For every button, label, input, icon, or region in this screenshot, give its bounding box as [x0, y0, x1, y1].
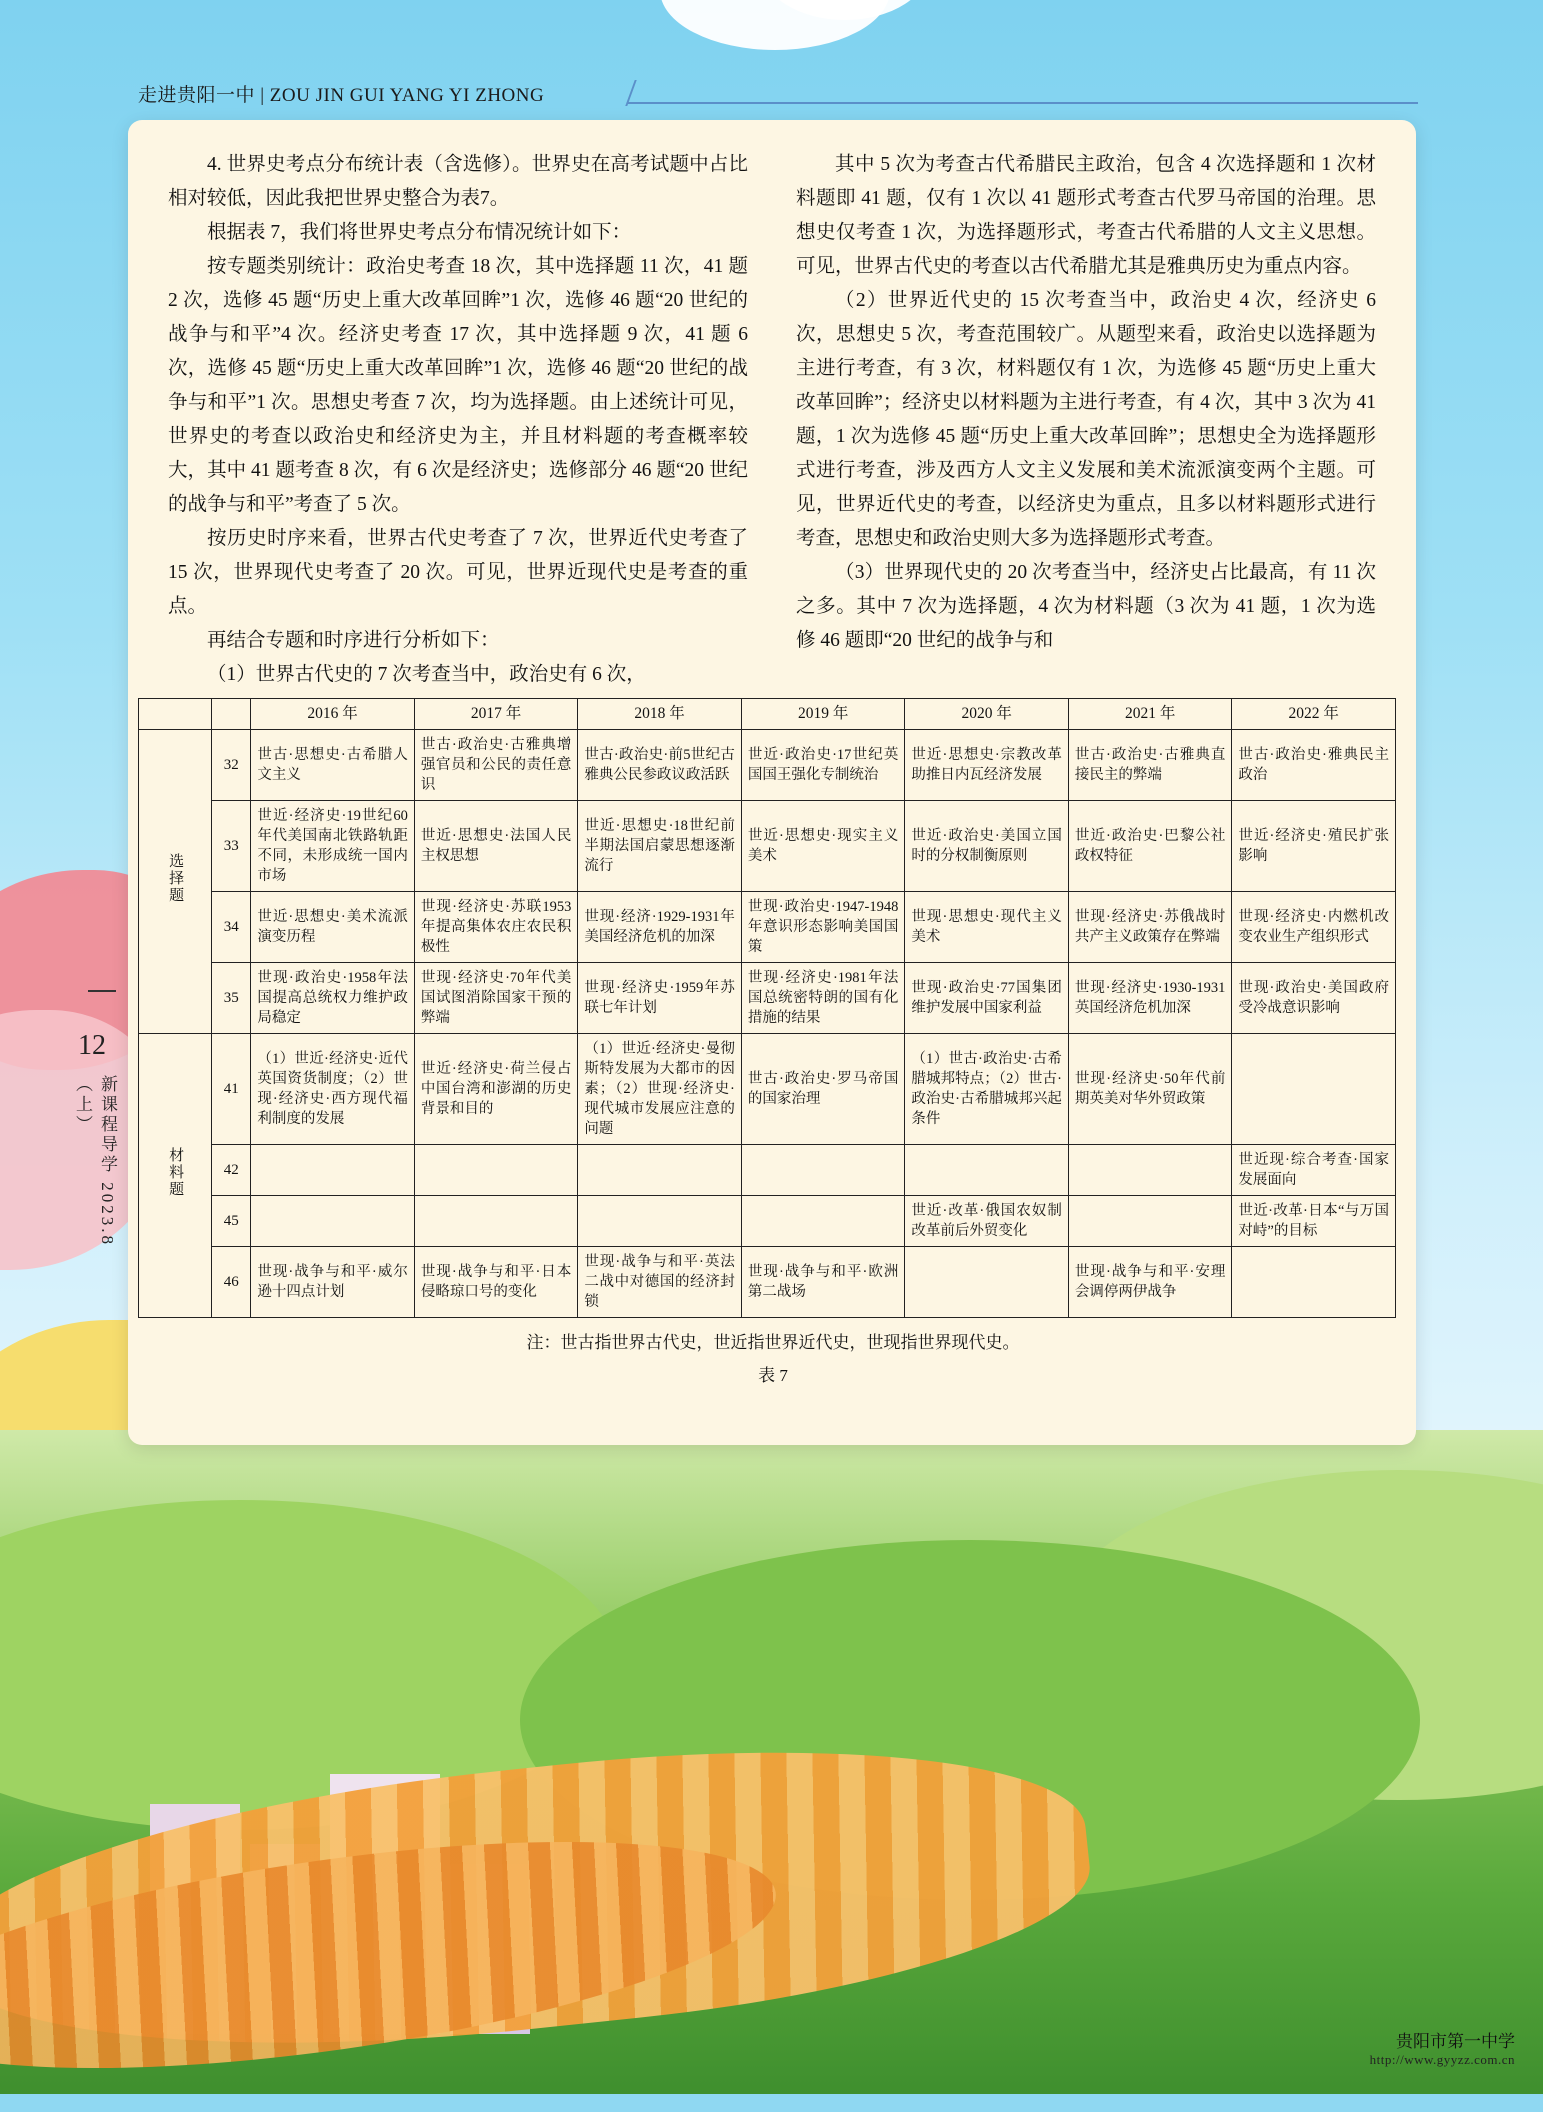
- table-cell: 世古·政治史·古雅典直接民主的弊端: [1068, 730, 1232, 801]
- question-number: 33: [212, 801, 251, 892]
- two-column-text: [168, 148, 1376, 692]
- table-row: [139, 1196, 1396, 1247]
- magazine-name: 新课程导学 2023.8（上）: [73, 1075, 117, 1247]
- table-cell: 世古·思想史·古希腊人文主义: [251, 730, 415, 801]
- paragraph: 按历史时序来看，世界古代史考查了 7 次，世界近代史考查了 15 次，世界现代史考查了 20 次。可见，世界近现代史是考查的重点。: [168, 528, 748, 617]
- table-cell: 世近·经济史·19世纪60年代美国南北铁路轨距不同，未形成统一国内市场: [251, 801, 415, 892]
- table-cell: 世现·经济·1929-1931年美国经济危机的加深: [578, 892, 742, 963]
- table-cell: 世现·战争与和平·日本侵略琼口号的变化: [414, 1247, 578, 1318]
- paragraph: 4. 世界史考点分布统计表（含选修）。世界史在高考试题中占比相对较低，因此我把世界史整合为表7。: [168, 154, 748, 209]
- table-cell: [905, 1145, 1069, 1196]
- table-row: [139, 892, 1396, 963]
- table-cell: [578, 1196, 742, 1247]
- paragraph: 再结合专题和时序进行分析如下：: [207, 630, 500, 651]
- table-cell: 世现·政治史·77国集团维护发展中国家利益: [905, 963, 1069, 1034]
- question-number: 46: [212, 1247, 251, 1318]
- header-rule: [628, 102, 1418, 104]
- table-col-2019: 2019 年: [741, 699, 905, 730]
- right-column: [796, 148, 1376, 658]
- table-cell: [414, 1145, 578, 1196]
- table-cell: 世近·思想史·法国人民主权思想: [414, 801, 578, 892]
- table-cell: 世近·思想史·18世纪前半期法国启蒙思想逐渐流行: [578, 801, 742, 892]
- table-corner-cell: [139, 699, 212, 730]
- row-group-choice-label: 选择题: [167, 853, 184, 904]
- table-cell: 世现·战争与和平·安理会调停两伊战争: [1068, 1247, 1232, 1318]
- table-col-2021: 2021 年: [1068, 699, 1232, 730]
- paragraph: （3）世界现代史的 20 次考查当中，经济史占比最高，有 11 次之多。其中 7 次为选择题，4 次为材料题（3 次为 41 题，1 次为选修 46 题即“20 世纪的战争与和: [796, 562, 1376, 651]
- page-footer: [1370, 2027, 1515, 2068]
- table-cell: 世古·政治史·罗马帝国的国家治理: [741, 1034, 905, 1145]
- table-col-2022: 2022 年: [1232, 699, 1396, 730]
- table-cell: 世近·经济史·荷兰侵占中国台湾和澎湖的历史背景和目的: [414, 1034, 578, 1145]
- table-cell: [578, 1145, 742, 1196]
- table-cell: [251, 1196, 415, 1247]
- page-number: [62, 1030, 122, 1062]
- table-cell: 世现·经济史·70年代美国试图消除国家干预的弊端: [414, 963, 578, 1034]
- question-number: 45: [212, 1196, 251, 1247]
- table-caption: 表 7: [758, 1366, 788, 1385]
- table-cell: 世现·思想史·现代主义美术: [905, 892, 1069, 963]
- header-title: 走进贵阳一中 | ZOU JIN GUI YANG YI ZHONG: [138, 85, 545, 106]
- table-cell: 世近·改革·日本“与万国对峙”的目标: [1232, 1196, 1396, 1247]
- table-cell: [905, 1247, 1069, 1318]
- table-cell: 世近·改革·俄国农奴制改革前后外贸变化: [905, 1196, 1069, 1247]
- table-cell: 世古·政治史·雅典民主政治: [1232, 730, 1396, 801]
- paragraph: （1）世界古代史的 7 次考查当中，政治史有 6 次，: [207, 664, 646, 685]
- table-cell: 世现·经济史·1930-1931英国经济危机加深: [1068, 963, 1232, 1034]
- table-cell: （1）世近·经济史·近代英国资货制度；（2）世现·经济史·西方现代福利制度的发展: [251, 1034, 415, 1145]
- statistics-table-wrapper: [138, 698, 1408, 1386]
- table-cell: 世古·政治史·前5世纪古雅典公民参政议政活跃: [578, 730, 742, 801]
- table-cell: （1）世近·经济史·曼彻斯特发展为大都市的因素；（2）世现·经济史·现代城市发展应注意的问题: [578, 1034, 742, 1145]
- question-number: 32: [212, 730, 251, 801]
- table-cell: 世近·思想史·美术流派演变历程: [251, 892, 415, 963]
- table-cell: [414, 1196, 578, 1247]
- table-col-2018: 2018 年: [578, 699, 742, 730]
- table-row: [139, 801, 1396, 892]
- table-cell: 世近现·综合考查·国家发展面向: [1232, 1145, 1396, 1196]
- table-cell: 世现·经济史·1981年法国总统密特朗的国有化措施的结果: [741, 963, 905, 1034]
- left-column: [168, 148, 748, 692]
- table-cell: 世现·经济史·苏联1953年提高集体农庄农民积极性: [414, 892, 578, 963]
- school-name: 贵阳市第一中学: [1396, 2032, 1515, 2051]
- table-note: 注：世古指世界古代史，世近指世界近代史，世现指世界现代史。: [526, 1333, 1020, 1352]
- table-cell: 世近·政治史·美国立国时的分权制衡原则: [905, 801, 1069, 892]
- table-corner-cell-2: [212, 699, 251, 730]
- table-cell: 世现·经济史·内燃机改变农业生产组织形式: [1232, 892, 1396, 963]
- table-cell: 世近·政治史·巴黎公社政权特征: [1068, 801, 1232, 892]
- paragraph: 其中 5 次为考查古代希腊民主政治，包含 4 次选择题和 1 次材料题即 41 题，仅有 1 次以 41 题形式考查古代罗马帝国的治理。思想史仅考查 1 次，为选择题形式，考查古代希腊的人文主义思想。可见，世界古代史的考查以古代希腊尤其是雅典历史为重点内容。: [796, 154, 1376, 277]
- table-cell: [741, 1196, 905, 1247]
- table-cell: [1232, 1247, 1396, 1318]
- table-col-2017: 2017 年: [414, 699, 578, 730]
- table-cell: 世现·政治史·1958年法国提高总统权力维护政局稳定: [251, 963, 415, 1034]
- table-cell: （1）世古·政治史·古希腊城邦特点；（2）世古·政治史·古希腊城邦兴起条件: [905, 1034, 1069, 1145]
- page-header: [128, 80, 1418, 120]
- table-header-row: [139, 699, 1396, 730]
- table-col-2016: 2016 年: [251, 699, 415, 730]
- table-cell: 世现·经济史·50年代前期英美对华外贸政策: [1068, 1034, 1232, 1145]
- page-number-rule: [88, 990, 116, 992]
- table-cell: 世现·政治史·1947-1948年意识形态影响美国国策: [741, 892, 905, 963]
- table-cell: 世古·政治史·古雅典增强官员和公民的责任意识: [414, 730, 578, 801]
- table-cell: [1232, 1034, 1396, 1145]
- table-cell: [251, 1145, 415, 1196]
- page-number-value: 12: [78, 1030, 106, 1061]
- row-group-choice: [139, 730, 212, 1034]
- table-cell: 世现·经济史·苏俄战时共产主义政策存在弊端: [1068, 892, 1232, 963]
- question-number: 35: [212, 963, 251, 1034]
- table-cell: [1068, 1196, 1232, 1247]
- row-group-material-label: 材料题: [167, 1147, 184, 1198]
- table-row: [139, 1034, 1396, 1145]
- table-cell: 世现·经济史·1959年苏联七年计划: [578, 963, 742, 1034]
- paragraph: 按专题类别统计：政治史考查 18 次，其中选择题 11 次，41 题 2 次，选修 45 题“历史上重大改革回眸”1 次，选修 46 题“20 世纪的战争与和平”4 次。经济史考查 17 次，其中选择题 9 次，41 题 6 次，选修 45 题“历史上重大改革回眸”1 次，选修 46 题“20 世纪的战争与和平”1 次。思想史考查 7 次，均为选择题。由上述统计可见，世界史的考查以政治史和经济史为主，并且材料题的考查概率较大，其中 41 题考查 8 次，有 6 次是经济史；选修部分 46 题“20 世纪的战争与和平”考查了 5 次。: [168, 256, 748, 515]
- table-row: [139, 1247, 1396, 1318]
- paragraph: 根据表 7，我们将世界史考点分布情况统计如下：: [207, 222, 632, 243]
- statistics-table: [138, 698, 1396, 1318]
- table-row: [139, 730, 1396, 801]
- table-cell: 世近·思想史·宗教改革助推日内瓦经济发展: [905, 730, 1069, 801]
- table-cell: 世近·思想史·现实主义美术: [741, 801, 905, 892]
- table-col-2020: 2020 年: [905, 699, 1069, 730]
- row-group-material: [139, 1034, 212, 1318]
- table-cell: 世现·战争与和平·英法二战中对德国的经济封锁: [578, 1247, 742, 1318]
- article-page: [128, 120, 1416, 1445]
- school-url: http://www.gyyzz.com.cn: [1369, 2052, 1515, 2067]
- paragraph: （2）世界近代史的 15 次考查当中，政治史 4 次，经济史 6 次，思想史 5 次，考查范围较广。从题型来看，政治史以选择题为主进行考查，有 3 次，材料题仅有 1 次，为选修 45 题“历史上重大改革回眸”；经济史以材料题为主进行考查，有 4 次，其中 3 次为 41 题，1 次为选修 45 题“历史上重大改革回眸”；思想史全为选择题形式进行考查，涉及西方人文主义发展和美术流派演变两个主题。可见，世界近代史的考查，以经济史为重点，且多以材料题形式进行考查，思想史和政治史则大多为选择题形式考查。: [796, 290, 1376, 549]
- table-row: [139, 963, 1396, 1034]
- question-number: 41: [212, 1034, 251, 1145]
- table-cell: 世近·政治史·17世纪英国国王强化专制统治: [741, 730, 905, 801]
- table-cell: 世近·经济史·殖民扩张影响: [1232, 801, 1396, 892]
- table-cell: [741, 1145, 905, 1196]
- question-number: 42: [212, 1145, 251, 1196]
- question-number: 34: [212, 892, 251, 963]
- table-cell: 世现·战争与和平·威尔逊十四点计划: [251, 1247, 415, 1318]
- table-cell: 世现·政治史·美国政府受冷战意识影响: [1232, 963, 1396, 1034]
- table-cell: 世现·战争与和平·欧洲第二战场: [741, 1247, 905, 1318]
- table-row: [139, 1145, 1396, 1196]
- table-cell: [1068, 1145, 1232, 1196]
